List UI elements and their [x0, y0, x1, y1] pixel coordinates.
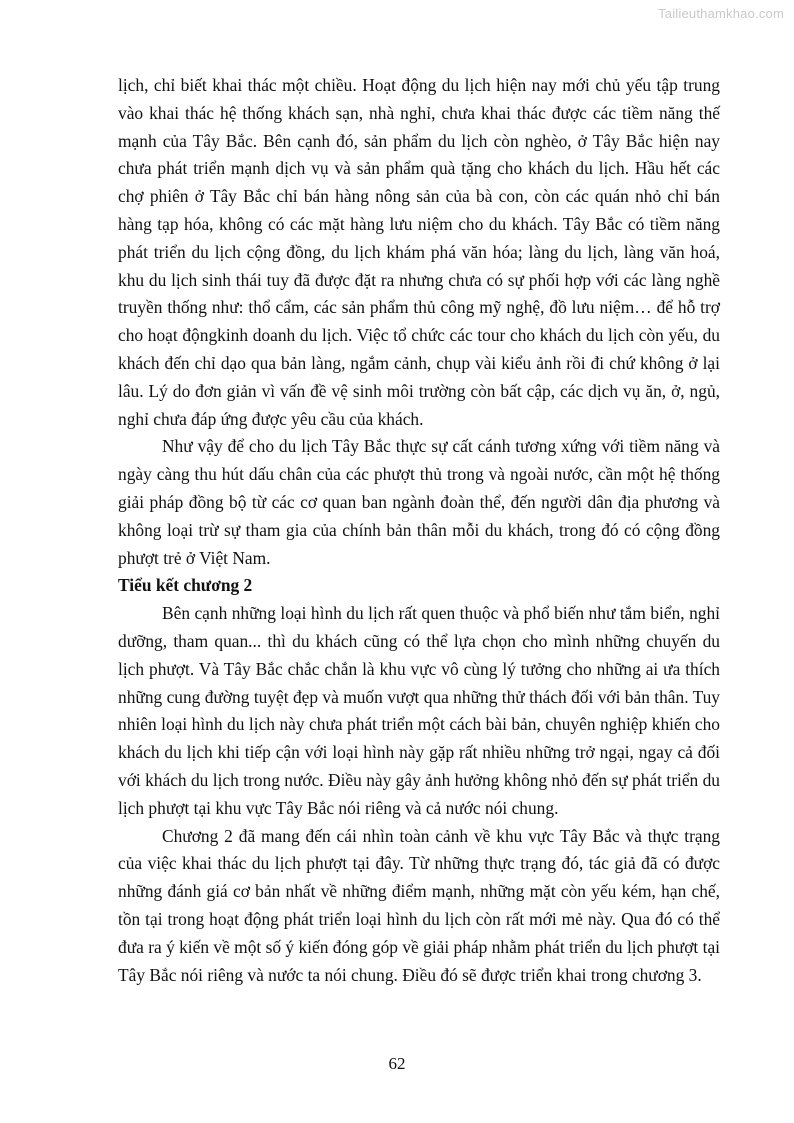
page-number: 62: [388, 1054, 406, 1073]
paragraph-conclusion: Như vậy để cho du lịch Tây Bắc thực sự cất cánh tương xứng với tiềm năng và ngày càng thu hút dấu chân của các phượt thủ trong và ngoài nước, cần một hệ thống giải pháp đồng bộ từ các cơ quan ban ngành đoàn thể, đến người dân địa phương và không loại trừ sự tham gia của chính bản thân mỗi du khách, trong đó có cộng đồng phượt trẻ ở Việt Nam.: [118, 436, 720, 568]
watermark: Tailieuthamkhao.com: [658, 6, 784, 21]
paragraph-summary-2: Chương 2 đã mang đến cái nhìn toàn cảnh về khu vực Tây Bắc và thực trạng của việc khai thác du lịch phượt tại đây. Từ những thực trạng đó, tác giả đã có được những đánh giá cơ bản nhất về những điểm mạnh, những mặt còn yếu kém, hạn chế, tồn tại trong hoạt động phát triển loại hình du lịch còn rất mới mẻ này. Qua đó có thể đưa ra ý kiến về một số ý kiến đóng góp về giải pháp nhằm phát triển du lịch phượt tại Tây Bắc nói riêng và nước ta nói chung. Điều đó sẽ được triển khai trong chương 3.: [118, 825, 720, 985]
paragraph-summary-1: Bên cạnh những loại hình du lịch rất quen thuộc và phổ biến như tắm biển, nghỉ dưỡng, tham quan... thì du khách cũng có thể lựa chọn cho mình những chuyến du lịch phượt. Và Tây Bắc chắc chắn là khu vực vô cùng lý tưởng cho những ai ưa thích những cung đường tuyệt đẹp và muốn vượt qua những thử thách đối với bản thân. Tuy nhiên loại hình du lịch này chưa phát triển một cách bài bản, chuyên nghiệp khiến cho khách du lịch khi tiếp cận với loại hình này gặp rất nhiều những trở ngại, ngay cả đối với khách du lịch trong nước. Điều này gây ảnh hưởng không nhỏ đến sự phát triển du lịch phượt tại khu vực Tây Bắc nói riêng và cả nước nói chung.: [118, 603, 720, 818]
paragraph-continuation: lịch, chỉ biết khai thác một chiều. Hoạt động du lịch hiện nay mới chủ yếu tập trung vào khai thác hệ thống khách sạn, nhà nghỉ, chưa khai thác được các tiềm năng thế mạnh của Tây Bắc. Bên cạnh đó, sản phẩm du lịch còn nghèo, ở Tây Bắc hiện nay chưa phát triển mạnh dịch vụ và sản phẩm quà tặng cho khách du lịch. Hầu hết các chợ phiên ở Tây Bắc chỉ bán hàng nông sản của bà con, còn các quán nhỏ chỉ bán hàng tạp hóa, không có các mặt hàng lưu niệm cho du khách. Tây Bắc có tiềm năng phát triển du lịch cộng đồng, du lịch khám phá văn hóa; làng du lịch, làng văn hoá, khu du lịch sinh thái tuy đã được đặt ra nhưng chưa có sự phối hợp với các làng nghề truyền thống như: thổ cẩm, các sản phẩm thủ công mỹ nghệ, đồ lưu niệm… để hỗ trợ cho hoạt độngkinh doanh du lịch. Việc tổ chức các tour cho khách du lịch còn yếu, du khách đến chỉ dạo qua bản làng, ngắm cảnh, chụp vài kiểu ảnh rồi đi chứ không ở lại lâu. Lý do đơn giản vì vấn đề vệ sinh môi trường còn bất cập, các dịch vụ ăn, ở, ngủ, nghỉ chưa đáp ứng được yêu cầu của khách.: [118, 75, 720, 429]
document-body: [118, 72, 720, 989]
section-heading: Tiểu kết chương 2: [118, 575, 253, 596]
